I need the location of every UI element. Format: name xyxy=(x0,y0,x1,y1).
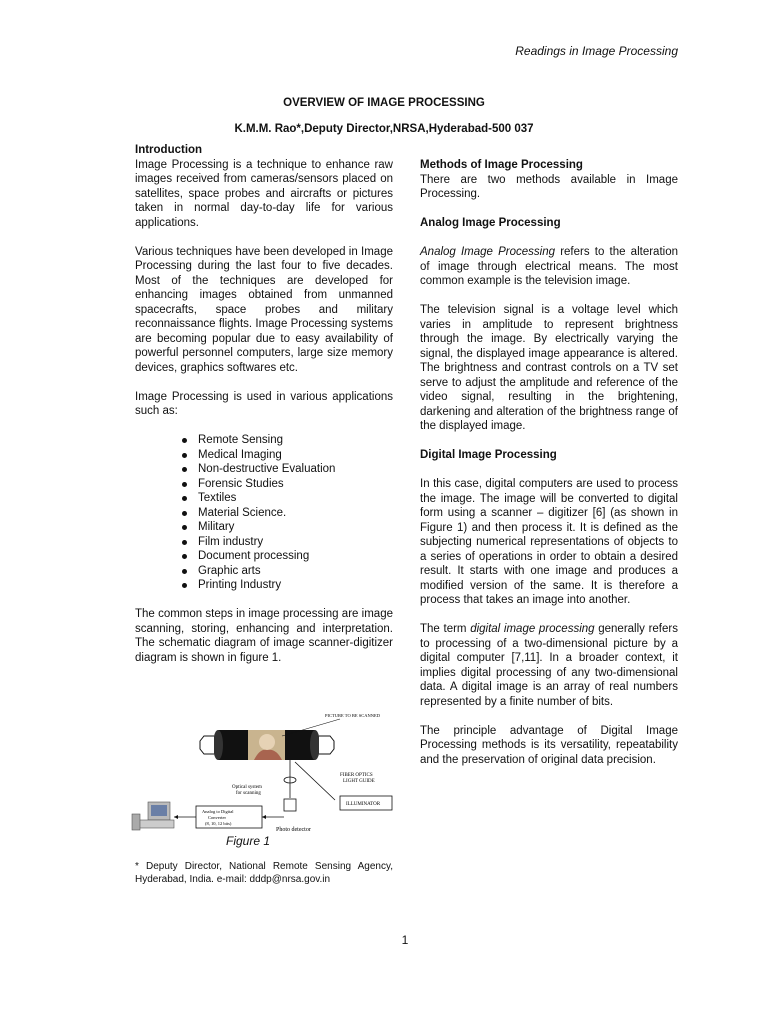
right-column xyxy=(420,158,678,782)
computer-screen xyxy=(151,805,167,816)
left-column xyxy=(135,143,393,680)
drum-right-end xyxy=(310,730,320,760)
list-item: Document processing xyxy=(182,549,393,564)
author-line: K.M.M. Rao*,Deputy Director,NRSA,Hyderabad-500 037 xyxy=(234,123,534,135)
paper-title: OVERVIEW OF IMAGE PROCESSING xyxy=(283,97,485,109)
bullet-icon xyxy=(182,511,187,516)
author-footnote: * Deputy Director, National Remote Sensing Agency, Hyderabad, India. e-mail: dddp@nrsa.gov.in xyxy=(135,861,393,885)
list-item: Non-destructive Evaluation xyxy=(182,462,393,477)
methods-heading: Methods of Image Processing xyxy=(420,159,583,171)
bullet-icon xyxy=(182,453,187,458)
bullet-icon xyxy=(182,554,187,559)
picture-face xyxy=(259,734,275,750)
page-number: 1 xyxy=(401,933,409,947)
intro-paragraph-3: Image Processing is used in various applications such as: xyxy=(135,390,393,417)
right-axle xyxy=(319,736,334,754)
digital-term: digital image processing xyxy=(470,623,595,635)
analog-heading: Analog Image Processing xyxy=(420,217,561,229)
analog-term: Analog Image Processing xyxy=(420,246,556,258)
drum-left-end xyxy=(213,730,223,760)
left-axle xyxy=(200,736,214,754)
computer-tower-icon xyxy=(132,814,140,830)
label-picture: PICTURE TO BE SCANNED xyxy=(325,713,380,718)
digital-paragraph-3: The principle advantage of Digital Image Processing methods is its versatility, repeatability and the preservation of original data precision. xyxy=(420,724,678,766)
bullet-icon xyxy=(182,438,187,443)
applications-list xyxy=(135,433,393,593)
list-item: Forensic Studies xyxy=(182,477,393,492)
list-item: Medical Imaging xyxy=(182,448,393,463)
figure-caption: Figure 1 xyxy=(226,834,271,848)
label-adc-1: Analog to Digital xyxy=(202,809,234,814)
methods-paragraph: There are two methods available in Image Processing. xyxy=(420,173,678,200)
list-item: Textiles xyxy=(182,491,393,506)
list-item: Graphic arts xyxy=(182,564,393,579)
label-optical-2: for scanning xyxy=(236,791,261,796)
bullet-icon xyxy=(182,467,187,472)
list-item: Military xyxy=(182,520,393,535)
list-item: Film industry xyxy=(182,535,393,550)
label-adc-3: (8, 10, 12 bits) xyxy=(205,821,232,826)
analog-paragraph-2: The television signal is a voltage level which varies in amplitude to represent brightness through the image. By electrically varying the signal, the displayed image appearance is altered. The brightness and contrast controls on a TV set serve to adjust the amplitude and reference of the video signal, resulting in the brightening, darkening and alteration of the brightness range of the displayed image. xyxy=(420,304,678,432)
bullet-icon xyxy=(182,482,187,487)
computer-base-icon xyxy=(138,820,174,828)
intro-paragraph-2: Various techniques have been developed in Image Processing during the last four to five decades. Most of the techniques are developed for enhancing images obtained from unmanned spacecrafts, space probes and military reconnaissance flights. Image Processing systems are becoming popular due to easy availability of powerful personnel computers, large size memory devices, graphics softwares etc. xyxy=(135,245,393,374)
digital-heading: Digital Image Processing xyxy=(420,449,557,461)
bullet-icon xyxy=(182,583,187,588)
digital-paragraph-2: The term digital image processing generally refers to processing of a two-dimensional picture by a digital computer [7,11]. In a broader context, it implies digital processing of any two-dimensional data. A digital image is an array of real numbers represented by a finite number of bits. xyxy=(420,623,678,708)
bullet-icon xyxy=(182,525,187,530)
bullet-icon xyxy=(182,540,187,545)
label-light-guide: LIGHT GUIDE xyxy=(343,779,375,784)
list-item: Remote Sensing xyxy=(182,433,393,448)
steps-paragraph: The common steps in image processing are image scanning, storing, enhancing and interpretation. The schematic diagram of image scanner-digitizer diagram is shown in figure 1. xyxy=(135,608,393,664)
list-item: Material Science. xyxy=(182,506,393,521)
analog-paragraph-1: Analog Image Processing refers to the alteration of image through electrical means. The most common example is the television image. xyxy=(420,246,678,287)
label-photodetector: Photo detector xyxy=(276,827,311,833)
light-guide-line xyxy=(295,762,335,800)
running-head: Readings in Image Processing xyxy=(515,44,678,58)
bullet-icon xyxy=(182,569,187,574)
photodetector-box xyxy=(284,799,296,811)
intro-paragraph-1: Image Processing is a technique to enhance raw images received from cameras/sensors placed on satellites, space probes and aircrafts or pictures taken in normal day-to-day life for various applications. xyxy=(135,158,393,229)
label-fiber: FIBER OPTICS xyxy=(340,773,373,778)
label-optical-1: Optical system xyxy=(232,785,262,790)
label-illuminator: ILLUMINATOR xyxy=(346,802,381,807)
scanner-digitizer-figure xyxy=(130,706,395,838)
label-adc-2: Converter xyxy=(208,815,226,820)
bullet-icon xyxy=(182,496,187,501)
list-item: Printing Industry xyxy=(182,578,393,593)
digital-paragraph-1: In this case, digital computers are used to process the image. The image will be converted to digital form using a scanner – digitizer [6] (as shown in Figure 1) and then process it. It is defined as the subjecting numerical representations of objects to a series of operations in order to obtain a desired result. It starts with one image and produces a modified version of the same. It is therefore a process that takes an image into another. xyxy=(420,478,678,606)
introduction-heading: Introduction xyxy=(135,144,203,156)
